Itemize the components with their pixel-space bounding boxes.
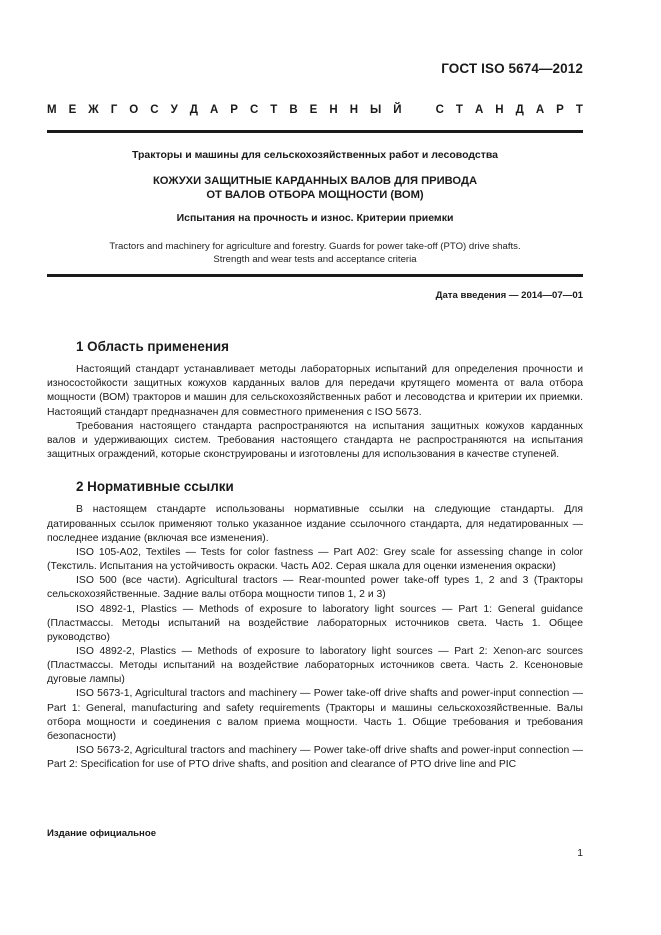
standard-designation: ГОСТ ISO 5674—2012 <box>441 61 583 76</box>
normative-reference: ISO 4892-1, Plastics — Methods of exposure to laboratory light sources — Part 1: General guidance (Пластмассы. Методы испытаний на воздействие лабораторных источников света. Часть 1. Общее руководство) <box>47 603 583 643</box>
section-2-paragraph: В настоящем стандарте использованы нормативные ссылки на следующие стандарты. Для датированных ссылок применяют только указанное издание ссылочного стандарта, для недатированных — последнее издание (включая все изменения). <box>47 504 583 544</box>
banner-letter: А <box>535 104 545 116</box>
banner-letter: Н <box>349 104 358 116</box>
introduction-date: Дата введения — 2014—07—01 <box>435 290 583 301</box>
interstate-standard-banner <box>47 104 583 116</box>
normative-reference: ISO 5673-1, Agricultural tractors and machinery — Power take-off drive shafts and power-input connection — Part 1: General, manufacturing and safety requirements (Тракторы и машины сельскохозяйственные. Валы отбора мощности и соединения с валом приема мощности. Часть 1. Общие требования и требования безопасности) <box>47 688 583 742</box>
main-title <box>47 174 583 202</box>
banner-letter: О <box>129 104 139 116</box>
section-1-heading: 1 Область применения <box>76 339 229 354</box>
banner-letter: С <box>249 104 259 116</box>
banner-letter: Ж <box>88 104 99 116</box>
banner-letter: А <box>209 104 219 116</box>
banner-letter: Д <box>189 104 198 116</box>
banner-letter: В <box>289 104 298 116</box>
normative-reference: ISO 4892-2, Plastics — Methods of exposure to laboratory light sources — Part 2: Xenon-arc sources (Пластмассы. Методы испытаний на воздействие лабораторных источников света. Часть 2. Ксеноновые дуговые лампы) <box>47 645 583 686</box>
banner-letter: Т <box>270 104 278 116</box>
group-title: Тракторы и машины для сельскохозяйственных работ и лесоводства <box>131 149 499 161</box>
section-1-paragraph: Настоящий стандарт устанавливает методы лабораторных испытаний для определения прочности и износостойкости защитных кожухов карданных валов для передачи крутящего момента от вала отбора мощности (ВОМ) тракторов и машин для сельскохозяйственных работ и лесоводства и критерии их приемки. Настоящий стандарт предназначен для совместного применения с ISO 5673. <box>47 364 583 418</box>
banner-letter: А <box>474 104 484 116</box>
banner-letter: Д <box>515 104 524 116</box>
normative-reference: ISO 5673-2, Agricultural tractors and machinery — Power take-off drive shafts and power-input connection — Part 2: Specification for use of PTO drive shafts, and position and clearance of PTO drive line and PIC <box>47 745 583 771</box>
main-title-line-1: КОЖУХИ ЗАЩИТНЫЕ КАРДАННЫХ ВАЛОВ ДЛЯ ПРИВОДА <box>152 175 478 187</box>
banner-word-gap <box>414 104 424 116</box>
banner-letter: Ы <box>370 104 382 116</box>
english-title-line-1: Tractors and machinery for agriculture and forestry. Guards for power take-off (PTO) drive shafts. <box>109 241 521 252</box>
section-1-paragraph: Требования настоящего стандарта распространяются на испытания защитных кожухов карданных валов и удерживающих систем. Требования настоящего стандарта не распространяются на испытания защитных ограждений, которые сконструированы и изготовлены для использования в качестве ступеней. <box>47 420 583 461</box>
banner-letter: Е <box>68 104 77 116</box>
document-body <box>47 340 583 772</box>
english-title-line-2: Strength and wear tests and acceptance criteria <box>213 254 417 265</box>
header-rule-bottom <box>47 274 583 277</box>
banner-letter: Н <box>329 104 338 116</box>
banner-letter: С <box>150 104 159 116</box>
normative-reference: ISO 500 (все части). Agricultural tractors — Rear-mounted power take-off types 1, 2 and 3 (Тракторы сельскохозяйственные. Задние валы отбора мощности типов 1, 2 и 3) <box>47 575 583 601</box>
banner-letter: У <box>170 104 178 116</box>
banner-letter: Н <box>495 104 504 116</box>
main-title-line-2: ОТ ВАЛОВ ОТБОРА МОЩНОСТИ (ВОМ) <box>206 189 424 201</box>
banner-letter: Т <box>575 104 583 116</box>
banner-letter: М <box>47 104 57 116</box>
banner-letter: Т <box>455 104 463 116</box>
banner-letter: Р <box>556 104 564 116</box>
normative-reference: ISO 105-A02, Textiles — Tests for color fastness — Part A02: Grey scale for assessing change in color (Текстиль. Испытания на устойчивость окраски. Часть A02. Серая шкала для оценки изменения окраски) <box>47 546 583 573</box>
subtitle: Испытания на прочность и износ. Критерии приемки <box>176 212 454 224</box>
english-title <box>47 240 583 266</box>
section-2-heading: 2 Нормативные ссылки <box>76 479 234 495</box>
banner-letter: С <box>435 104 444 116</box>
banner-letter: Г <box>110 104 118 116</box>
banner-letter: Е <box>309 104 318 116</box>
banner-letter: Р <box>230 104 238 116</box>
header-rule-top <box>47 130 583 133</box>
banner-letter: Й <box>393 104 402 116</box>
page-number: 1 <box>577 848 583 859</box>
official-edition-label: Издание официальное <box>47 828 157 839</box>
